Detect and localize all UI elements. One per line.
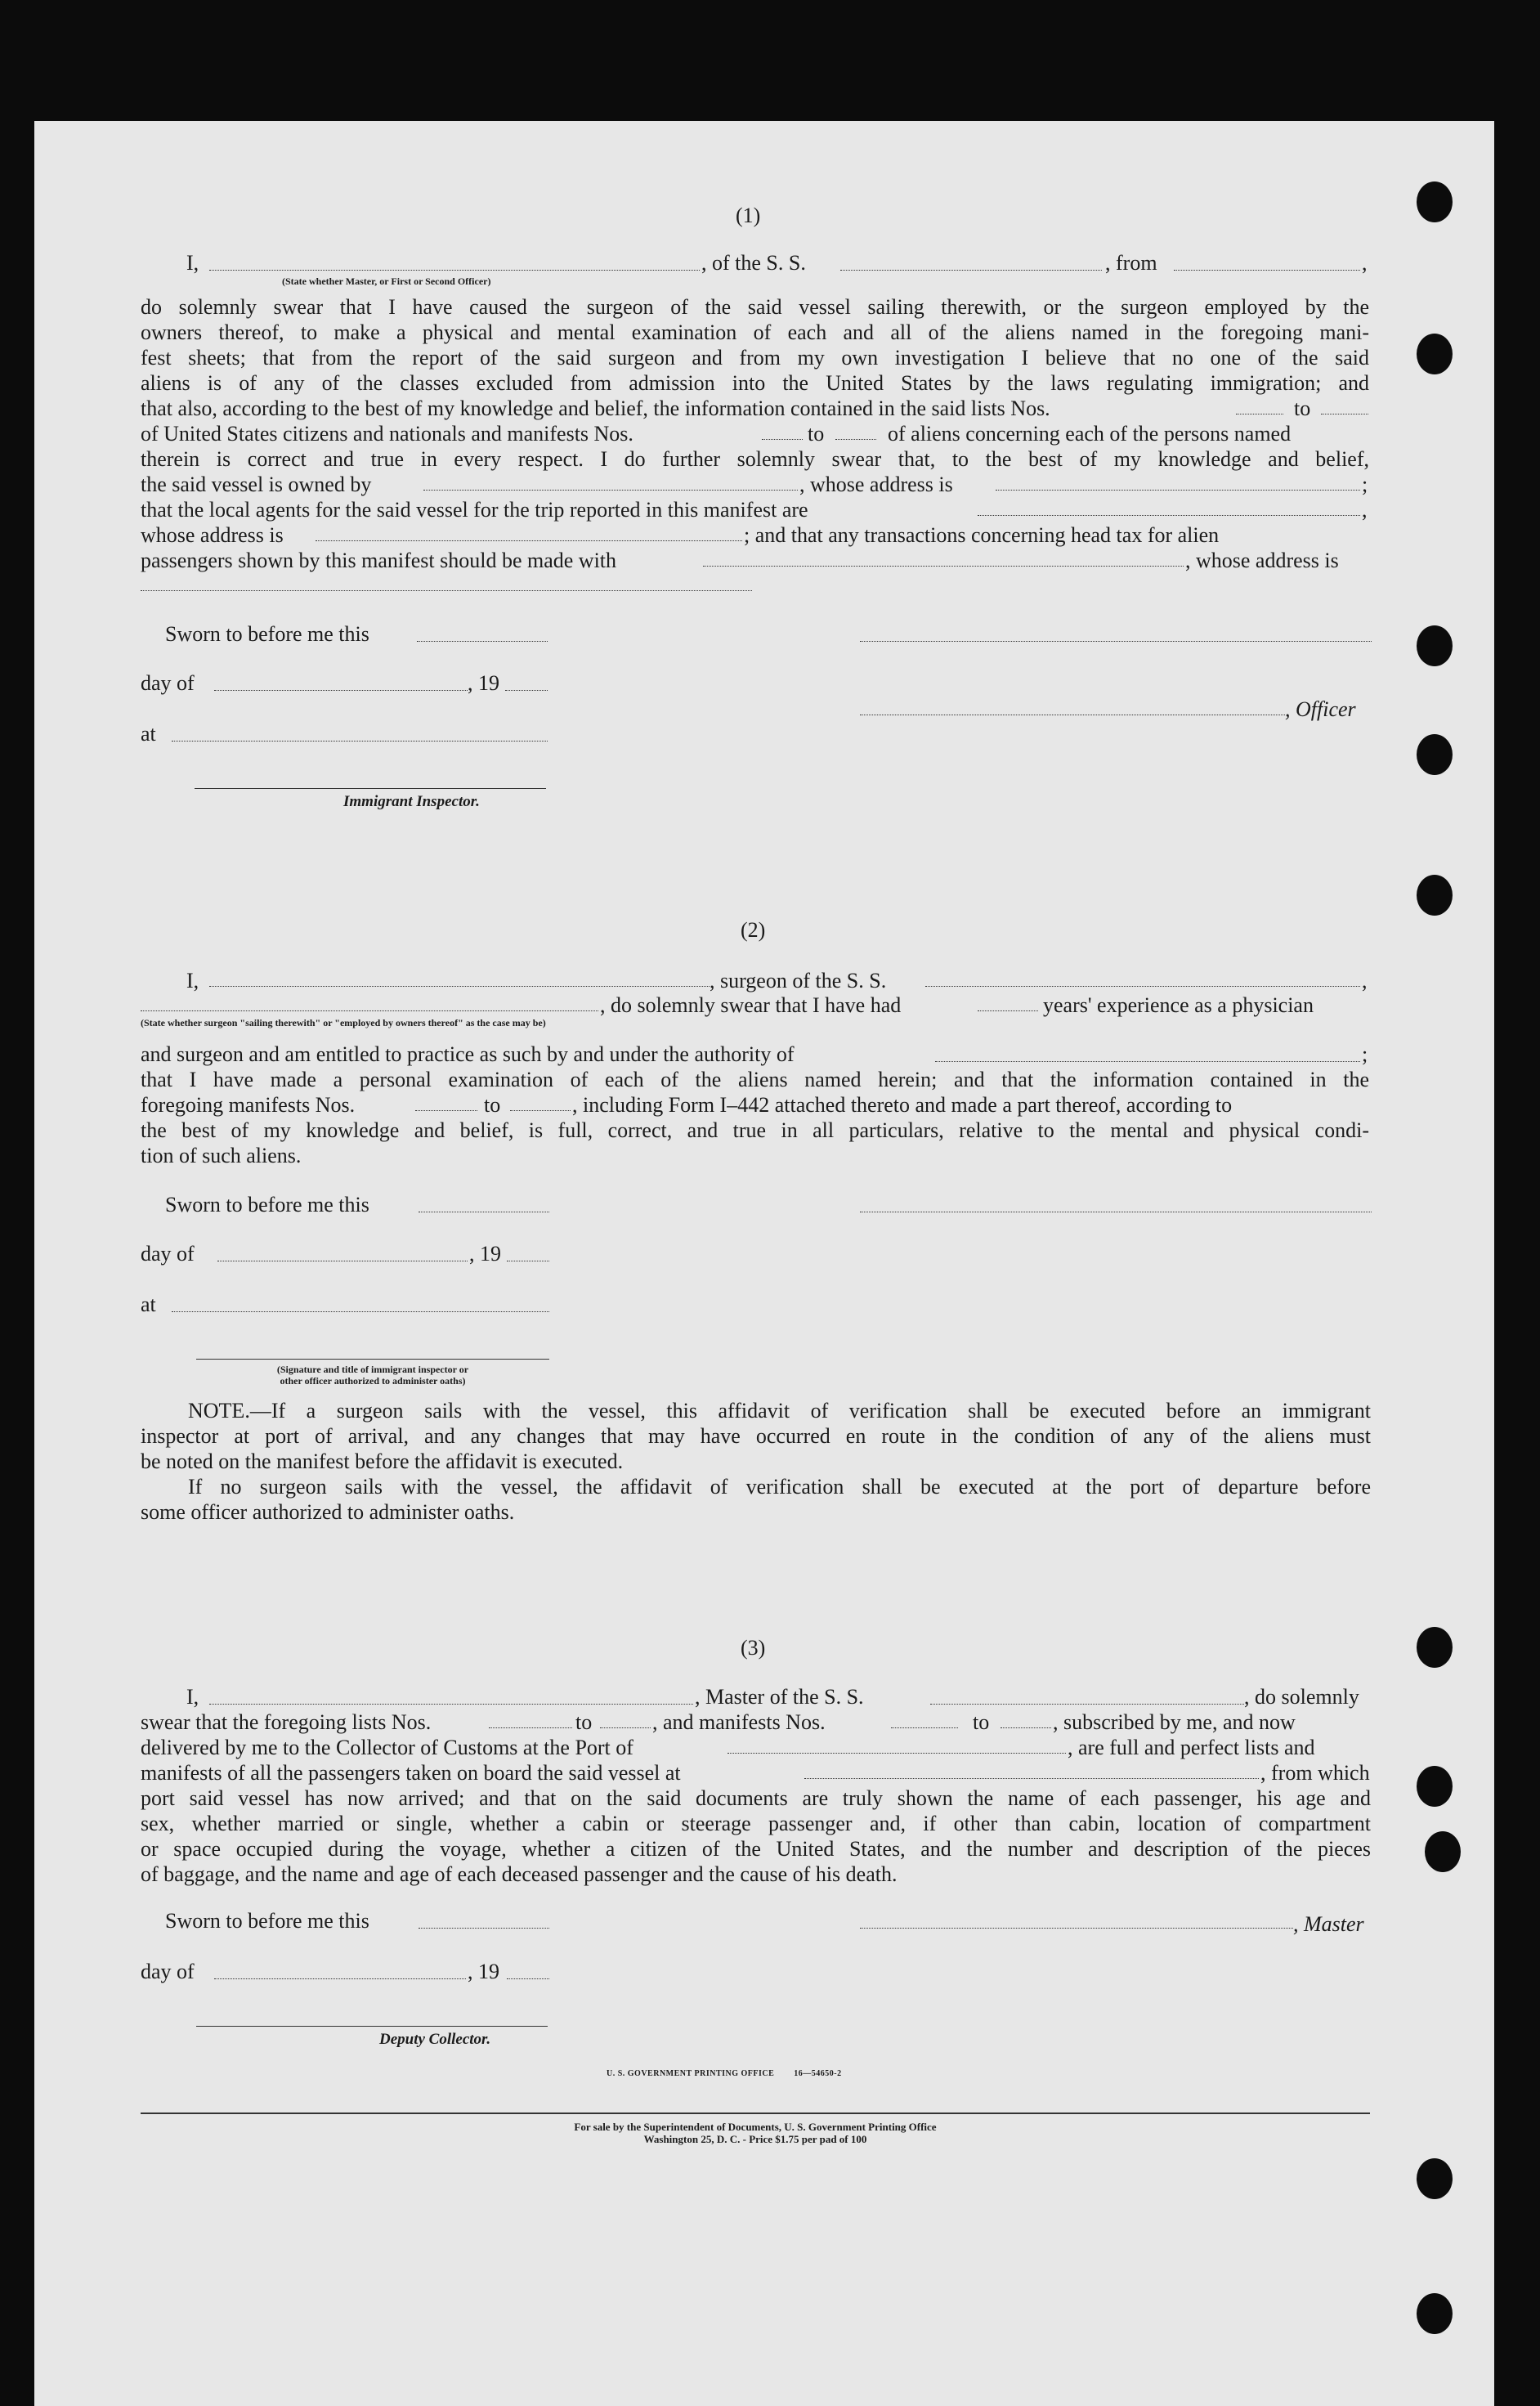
manifests-from-field[interactable] (415, 1110, 477, 1111)
oath-line: aliens is of any of the classes excluded from admission into the United States by the laws regulating immigration; and (141, 371, 1369, 395)
sworn-label: Sworn to before me this (165, 1193, 369, 1216)
sale-notice: For sale by the Superintendent of Documents, U. S. Government Printing Office (574, 2121, 937, 2133)
manifests-to-field[interactable] (1001, 1727, 1051, 1728)
deputy-collector-label: Deputy Collector. (379, 2031, 491, 2048)
day-of-label: day of (141, 671, 195, 695)
punch-hole (1417, 1627, 1453, 1668)
day-of-label: day of (141, 1242, 195, 1266)
oath-line: , and manifests Nos. (652, 1710, 826, 1734)
footer-rule (141, 2113, 1370, 2114)
oath-line: the best of my knowledge and belief, is full, correct, and true in all particulars, relative to the mental and physical condi- (141, 1118, 1369, 1142)
oath-line: , are full and perfect lists and (1068, 1736, 1315, 1759)
head-tax-party-field[interactable] (703, 566, 1184, 567)
sworn-date-field[interactable] (417, 641, 548, 642)
surgeon-vessel-field[interactable] (925, 986, 1360, 987)
master-label: , Master (1293, 1912, 1364, 1936)
local-agents-field[interactable] (978, 515, 1360, 516)
solemnly-label: , do solemnly (1244, 1685, 1359, 1709)
note-line: NOTE.—If a surgeon sails with the vessel, this affidavit of verification shall be executed before an immigrant (188, 1399, 1371, 1423)
punch-hole (1417, 334, 1453, 374)
master-signature-field[interactable] (860, 1928, 1293, 1929)
to-label: to (973, 1710, 990, 1734)
oath-line: sex, whether married or single, whether a cabin or steerage passenger and, if other than cabin, location of compartment (141, 1812, 1371, 1835)
port-field[interactable] (727, 1753, 1066, 1754)
owned-by-label: the said vessel is owned by (141, 473, 372, 496)
oath-line: , subscribed by me, and now (1053, 1710, 1296, 1734)
printing-office-imprint: U. S. GOVERNMENT PRINTING OFFICE 16—54650-2 (607, 2069, 842, 2078)
day-of-field[interactable] (214, 690, 468, 691)
punch-hole (1417, 2158, 1453, 2199)
year-label: , 19 (469, 1242, 501, 1266)
oath-line: passengers shown by this manifest should be made with (141, 549, 617, 572)
year-label: , 19 (468, 671, 499, 695)
oath-line: therein is correct and true in every respect. I do further solemnly swear that, to the best of my knowledge and belief, (141, 447, 1369, 471)
to-label: to (808, 422, 825, 446)
oath-line: ; and that any transactions concerning head tax for alien (744, 523, 1220, 547)
whose-address-label: whose address is (141, 523, 284, 547)
i-label: I, (186, 1685, 199, 1709)
at-place-field[interactable] (172, 1311, 549, 1312)
comma: , (1362, 251, 1368, 275)
surgeon-name-field[interactable] (209, 986, 710, 987)
manifests-to-field[interactable] (510, 1110, 571, 1111)
oath-line: port said vessel has now arrived; and that on the said documents are truly shown the name of each passenger, his age and (141, 1786, 1371, 1810)
agents-address-field[interactable] (316, 540, 742, 541)
sworn-label: Sworn to before me this (165, 622, 369, 646)
vessel-name-field[interactable] (840, 270, 1102, 271)
note-line: be noted on the manifest before the affidavit is executed. (141, 1449, 624, 1473)
solemnly-swear-label: , do solemnly swear that I have had (600, 993, 902, 1017)
comma: , (1362, 969, 1368, 992)
oath-line: , from which (1260, 1761, 1370, 1785)
sworn-date-field[interactable] (419, 1928, 549, 1929)
year-field[interactable] (507, 1978, 549, 1979)
oath-line: and surgeon and am entitled to practice as such by and under the authority of (141, 1042, 795, 1066)
surgeon-of-label: , surgeon of the S. S. (710, 969, 887, 992)
whose-address-label: , whose address is (799, 473, 953, 496)
oath-line: , including Form I–442 attached thereto and made a part thereof, according to (572, 1093, 1233, 1117)
oath-line: of aliens concerning each of the persons named (888, 422, 1292, 446)
head-tax-address-field[interactable] (141, 590, 752, 591)
sale-notice: Washington 25, D. C. - Price $1.75 per pad of 100 (643, 2133, 867, 2145)
master-name-field[interactable] (209, 1704, 693, 1705)
at-label: at (141, 722, 156, 746)
oath-line: or space occupied during the voyage, whether a citizen of the United States, and the number and description of the pieces (141, 1837, 1371, 1861)
signature-note: (Signature and title of immigrant inspector or (276, 1364, 469, 1375)
comma: , (1362, 498, 1368, 522)
from-label: , from (1105, 251, 1157, 275)
year-field[interactable] (505, 690, 548, 691)
at-label: at (141, 1293, 156, 1316)
punch-hole (1417, 1766, 1453, 1807)
oath-line: fest sheets; that from the report of the said surgeon and from my own investigation I believe that no one of the said (141, 346, 1369, 370)
officer-signature-field[interactable] (860, 641, 1372, 642)
immigrant-inspector-label: Immigrant Inspector. (343, 793, 480, 810)
oath-line: manifests of all the passengers taken on board the said vessel at (141, 1761, 681, 1785)
authority-signature-line[interactable] (196, 1359, 549, 1360)
officer-name-field[interactable] (209, 270, 700, 271)
officer-label: , Officer (1285, 697, 1356, 721)
inspector-signature-line[interactable] (195, 788, 546, 789)
of-ss-label: , of the S. S. (701, 251, 806, 275)
oath-line: of United States citizens and nationals and manifests Nos. (141, 422, 633, 446)
oath-line: delivered by me to the Collector of Customs at the Port of (141, 1736, 633, 1759)
years-experience-field[interactable] (978, 1010, 1038, 1011)
owner-address-field[interactable] (996, 490, 1360, 491)
i-label: I, (186, 969, 199, 992)
oath-line: swear that the foregoing lists Nos. (141, 1710, 432, 1734)
master-vessel-field[interactable] (930, 1704, 1244, 1705)
collector-signature-line[interactable] (196, 2026, 548, 2027)
from-port-field[interactable] (1174, 270, 1360, 271)
oath-line: that I have made a personal examination of each of the aliens named herein; and that the information contained in the (141, 1068, 1369, 1091)
punch-hole (1417, 2293, 1453, 2334)
oath-line: foregoing manifests Nos. (141, 1093, 356, 1117)
manifests-from-field[interactable] (891, 1727, 958, 1728)
years-label: years' experience as a physician (1043, 993, 1314, 1017)
note-line: inspector at port of arrival, and any changes that may have occurred en route in the condition of any of the aliens must (141, 1424, 1371, 1448)
punch-hole (1417, 734, 1453, 775)
to-label: to (575, 1710, 593, 1734)
punch-hole (1417, 625, 1453, 666)
embarkation-field[interactable] (804, 1778, 1259, 1779)
manifests-from-field[interactable] (762, 439, 803, 440)
day-of-label: day of (141, 1960, 195, 1983)
day-of-field[interactable] (214, 1978, 466, 1979)
owner-field[interactable] (423, 490, 798, 491)
section-3-heading: (3) (741, 1636, 766, 1660)
lists-to-field[interactable] (600, 1727, 651, 1728)
oath-line: that the local agents for the said vessel for the trip reported in this manifest are (141, 498, 808, 522)
at-place-field[interactable] (172, 741, 548, 742)
section-2-heading: (2) (741, 918, 766, 942)
state-note: (State whether Master, or First or Second Officer) (282, 276, 491, 287)
signature-note: other officer authorized to administer oaths) (280, 1375, 466, 1387)
to-label: to (1294, 397, 1311, 420)
oath-line: that also, according to the best of my knowledge and belief, the information contained in the said lists Nos. (141, 397, 1050, 420)
punch-hole (1425, 1831, 1461, 1872)
authority-field[interactable] (935, 1061, 1360, 1062)
year-label: , 19 (468, 1960, 499, 1983)
oath-line: of baggage, and the name and age of each deceased passenger and the cause of his death. (141, 1862, 898, 1886)
manifests-to-field[interactable] (835, 439, 876, 440)
note-line: If no surgeon sails with the vessel, the affidavit of verification shall be executed at the port of departure before (188, 1475, 1371, 1499)
punch-hole (1417, 181, 1453, 222)
note-line: some officer authorized to administer oaths. (141, 1500, 515, 1524)
oath-line: do solemnly swear that I have caused the surgeon of the said vessel sailing therewith, or the surgeon employed by the (141, 295, 1369, 319)
punch-hole (1417, 875, 1453, 916)
i-label: I, (186, 251, 199, 275)
semicolon: ; (1362, 473, 1368, 496)
state-note: (State whether surgeon "sailing therewith" or "employed by owners thereof" as the case may be) (141, 1017, 546, 1028)
sworn-label: Sworn to before me this (165, 1909, 369, 1933)
oath-line: owners thereof, to make a physical and mental examination of each and all of the aliens named in the foregoing mani- (141, 320, 1369, 344)
section-1-heading: (1) (736, 204, 761, 227)
master-of-label: , Master of the S. S. (695, 1685, 864, 1709)
surgeon-capacity-field[interactable] (141, 1010, 598, 1011)
oath-line: tion of such aliens. (141, 1144, 302, 1167)
to-label: to (484, 1093, 501, 1117)
lists-from-field[interactable] (489, 1727, 572, 1728)
semicolon: ; (1362, 1042, 1368, 1066)
whose-address-label: , whose address is (1185, 549, 1339, 572)
